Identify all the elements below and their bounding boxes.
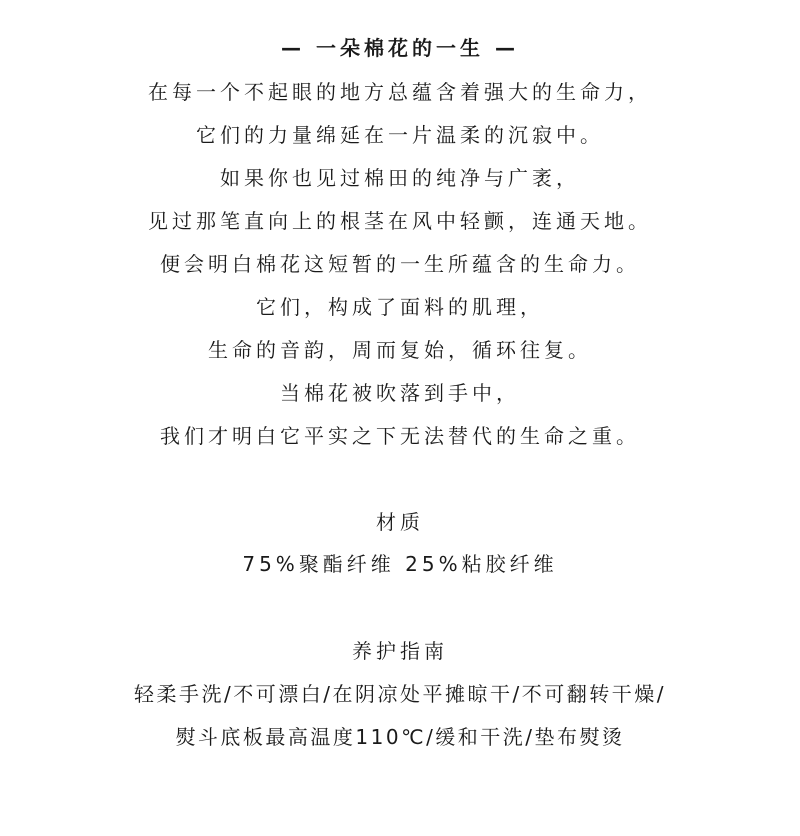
care-heading: 养护指南 [352,639,448,663]
care-instructions-line: 熨斗底板最高温度110℃/缓和干洗/垫布熨烫 [175,725,625,749]
poem-line: 生命的音韵，周而复始，循环往复。 [208,338,592,362]
poem-line: 便会明白棉花这短暂的一生所蕴含的生命力。 [160,252,640,276]
poem-line: 在每一个不起眼的地方总蕴含着强大的生命力， [148,80,652,104]
poem-line: 见过那笔直向上的根茎在风中轻颤，连通天地。 [148,209,652,233]
poem-line: 我们才明白它平实之下无法替代的生命之重。 [160,424,640,448]
care-instructions-line: 轻柔手洗/不可漂白/在阴凉处平摊晾干/不可翻转干燥/ [134,682,666,706]
poem-line: 如果你也见过棉田的纯净与广袤， [220,166,580,190]
poem-line: 它们，构成了面料的肌理， [256,295,544,319]
poem-line: 它们的力量绵延在一片温柔的沉寂中。 [196,123,604,147]
poem-line: 当棉花被吹落到手中， [280,381,520,405]
material-heading: 材质 [376,510,424,534]
material-value: 75%聚酯纤维 25%粘胶纤维 [242,552,558,576]
page-title: — 一朵棉花的一生 — [281,36,519,60]
